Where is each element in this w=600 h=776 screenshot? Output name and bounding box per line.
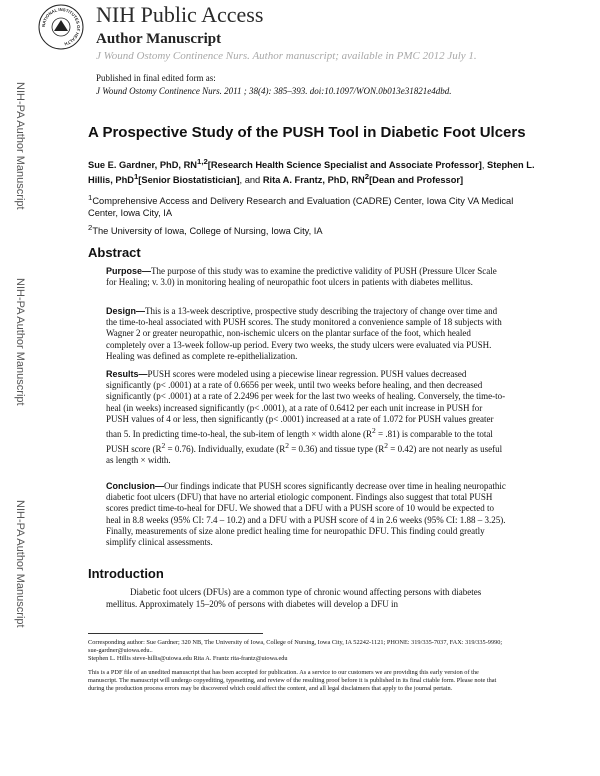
results-text: = 0.42) are not nearly as useful as length × width. (106, 444, 503, 466)
r-squared-sup: 2 (161, 441, 166, 451)
design-text: This is a 13-week descriptive, prospective study describing the trajectory of change over time and the time-to-heal associated with PUSH scores. The study monitored a convenience sample of 18 subjects with Wagner 2 or greater neuropathic, non-ischemic ulcers on the plantar surface of the foot, which healed completely over a 13-week follow-up period. Every two weeks, the study ulcers were evaluated via PUSH. Healing was defined as complete re-epithelialization. (106, 306, 502, 361)
author-sup: 2 (364, 172, 370, 182)
author-sep: , and (239, 175, 261, 186)
affiliation-text: The University of Iowa, College of Nursing, Iowa City, IA (92, 226, 323, 237)
affiliation-1 (88, 192, 528, 219)
introduction-heading: Introduction (88, 566, 164, 581)
author-sep: , (481, 160, 485, 171)
design-label: Design— (106, 306, 146, 316)
sidebar-label-middle: NIH-PA Author Manuscript (14, 278, 26, 406)
corresponding-author: Corresponding author: Sue Gardner; 320 NB, The University of Iowa, College of Nursing, Iowa City, IA 52242-1121; PHONE: 319/335-7037, FAX: 319/335-9990; sue-gardner@uiowa.edu.. (88, 639, 503, 654)
footnote-divider (88, 633, 263, 634)
citation-text: J Wound Ostomy Continence Nurs. 2011 ; 38(4): 385–393. doi:10.1097/WON.0b013e31821e4dbd. (96, 86, 452, 96)
affiliation-sup: 2 (88, 223, 93, 232)
abstract-purpose (106, 266, 506, 288)
purpose-text: The purpose of this study was to examine the predictive validity of PUSH (Pressure Ulcer Scale for Healing; v. 3.0) in monitoring healing of neuropathic foot ulcers in patients with diabetes mellitus. (106, 266, 497, 288)
results-text: = 0.76). Individually, exudate (R (165, 444, 286, 455)
citation-line (96, 86, 451, 96)
author-sup: 1 (133, 172, 139, 182)
results-text: = 0.36) and tissue type (R (288, 444, 385, 455)
published-in-label: Published in final edited form as: (96, 73, 216, 83)
introduction-paragraph: Diabetic foot ulcers (DFUs) are a common type of chronic wound affecting persons with diabetes mellitus. Approximately 15–20% of persons with diabetes will develop a DFU in (106, 587, 482, 609)
journal-availability-line: J Wound Ostomy Continence Nurs. Author manuscript; available in PMC 2012 July 1. (96, 50, 477, 62)
conclusion-label: Conclusion— (106, 481, 164, 491)
abstract-heading: Abstract (88, 245, 141, 260)
author-role: [Dean and Professor] (369, 175, 464, 186)
r-squared-sup: 2 (372, 426, 376, 436)
affiliation-2 (88, 222, 528, 237)
other-authors-emails: Stephen L. Hillis steve-hillis@uiowa.edu Rita A. Frantz rita-frantz@uiowa.edu (88, 655, 288, 662)
results-text: = .81) is comparable to the total PUSH score (R (106, 429, 493, 455)
footnote-corresponding (88, 639, 508, 663)
footnote-disclaimer: This is a PDF file of an unedited manuscript that has been accepted for publication. As a service to our customers we are providing this early version of the manuscript. The manuscript will undergo copyediting, typesetting, and review of the resulting proof before it is published in its final citable form. Please note that during the production process errors may be discovered which could affect the content, and all legal disclaimers that apply to the journal pertain. (88, 669, 497, 692)
seal-text: NATIONAL INSTITUTES OF HEALTH (40, 6, 82, 47)
author-role: [Research Health Science Specialist and Associate Professor] (207, 160, 482, 171)
nih-seal-logo (38, 4, 84, 50)
r-squared-sup: 2 (384, 441, 389, 451)
introduction-text (106, 586, 506, 610)
results-label: Results— (106, 369, 148, 379)
affiliation-text: Comprehensive Access and Delivery Research and Evaluation (CADRE) Center, Iowa City VA Medical Center, Iowa City, IA (88, 196, 514, 219)
author-list (88, 156, 538, 186)
purpose-label: Purpose— (106, 266, 152, 276)
sidebar-label-bottom: NIH-PA Author Manuscript (14, 500, 26, 628)
abstract-results (106, 369, 506, 467)
article-title: A Prospective Study of the PUSH Tool in Diabetic Foot Ulcers (88, 124, 526, 141)
author-name: Sue E. Gardner, PhD, RN (88, 160, 198, 171)
r-squared-sup: 2 (285, 441, 289, 451)
sidebar-label-top: NIH-PA Author Manuscript (14, 82, 26, 210)
abstract-conclusion (106, 481, 506, 548)
nih-public-access-title: NIH Public Access (96, 2, 264, 27)
author-name: Rita A. Frantz, PhD, RN (262, 175, 365, 186)
affiliation-sup: 1 (88, 193, 93, 202)
author-manuscript-label: Author Manuscript (96, 31, 222, 47)
conclusion-text: Our findings indicate that PUSH scores significantly decrease over time in healing neuropathic diabetic foot ulcers (DFU) that have no arterial etiologic component. Findings also suggest that total PUSH scores predict time-to-heal for DFU. We showed that a DFU with a PUSH score of 10 would be expected to heal in 8.8 weeks (95% CI: 7.4 – 10.2) and a DFU with a PUSH score of 4 in 2.6 weeks (95% CI: 1.88 – 3.25). Finally, measurements of size alone predict healing time for neuropathic DFU. This finding could greatly simplify clinical assessments. (106, 481, 506, 548)
abstract-design (106, 306, 506, 362)
results-text: PUSH scores were modeled using a piecewise linear regression. PUSH values decreased significantly (p< .0001) at a rate of 0.6656 per week, until two weeks before healing, and then decreased significantly (p< .0001) at a rate of 2.2496 per week for the last two weeks of healing. Conversely, the time-to-heal (in weeks) increased significantly (p< .0001), at a rate of 0.6412 per each unit increase in PUSH for PUSH values of 4 or less, then significantly (p< .0001) increased at a rate of 1.072 for PUSH values greater than 5. In predicting time-to-heal, the sub-item of length × width alone (R (106, 369, 506, 440)
author-sup: 1,2 (197, 157, 208, 166)
author-role: [Senior Biostatistician] (138, 175, 240, 186)
author-name: Stephen L. Hillis, PhD (88, 160, 535, 186)
